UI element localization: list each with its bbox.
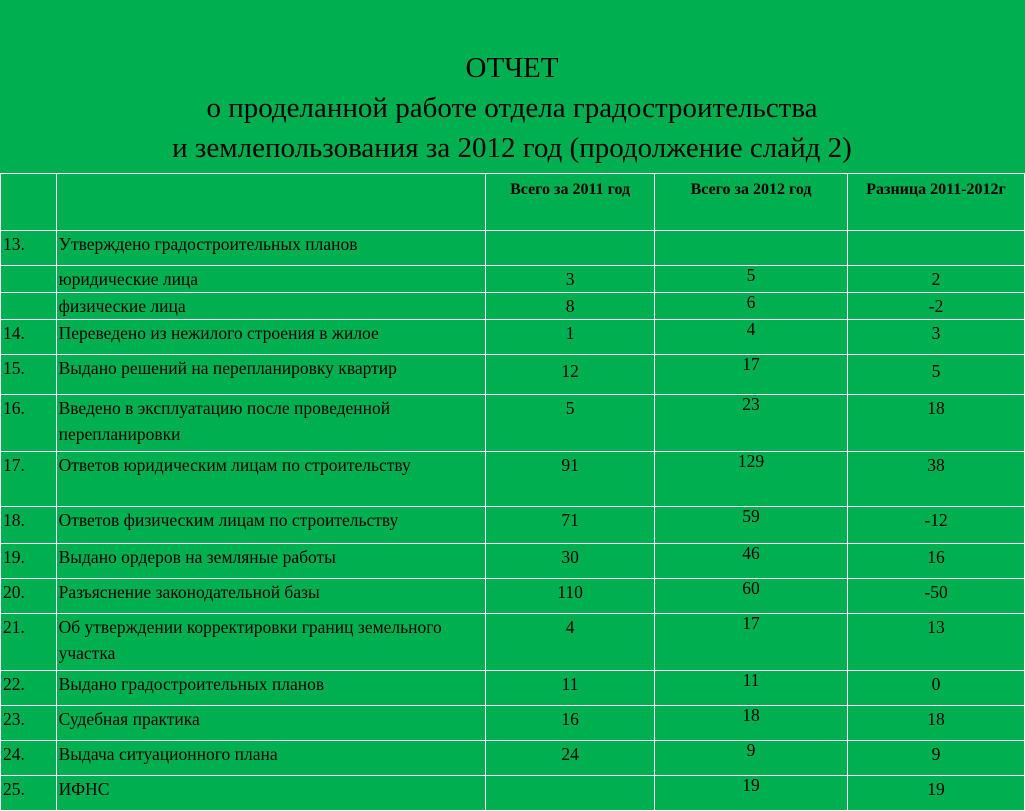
table-row (1, 614, 1025, 671)
header-num (1, 174, 57, 231)
table-row (1, 293, 1025, 320)
value-2012: 129 (655, 448, 848, 503)
value-diff: -12 (848, 507, 1025, 544)
header-diff: Разница 2011-2012г (848, 174, 1025, 231)
table-row (1, 776, 1025, 811)
value-2012: 59 (655, 503, 848, 540)
value-2012: 18 (655, 702, 848, 737)
value-2012: 9 (655, 737, 848, 772)
value-2011: 4 (486, 614, 655, 671)
value-2012: 46 (655, 540, 848, 575)
value-2011: 3 (486, 266, 655, 293)
value-2012: 60 (655, 575, 848, 610)
value-2012: 17 (655, 351, 848, 391)
table-row (1, 579, 1025, 614)
title-line-3: и землепользования за 2012 год (продолжение слайд 2) (172, 132, 852, 164)
value-2012 (655, 231, 848, 266)
value-2011: 30 (486, 544, 655, 579)
value-diff: -2 (848, 293, 1025, 320)
value-2011: 24 (486, 741, 655, 776)
row-label: Ответов юридическим лицам по строительству (56, 452, 486, 507)
table-row (1, 671, 1025, 706)
title-line-1: ОТЧЕТ (465, 52, 559, 84)
table-row (1, 320, 1025, 355)
value-2012: 5 (655, 262, 848, 289)
value-2012: 19 (655, 772, 848, 807)
row-label: ИФНС (56, 776, 486, 811)
value-2011 (486, 776, 655, 811)
value-diff: 13 (848, 614, 1025, 671)
value-2011 (486, 231, 655, 266)
row-number: 15. (1, 355, 57, 395)
row-number (1, 293, 57, 320)
row-number: 18. (1, 507, 57, 544)
row-number: 20. (1, 579, 57, 614)
report-table (0, 173, 1025, 811)
value-diff: 5 (848, 355, 1025, 395)
value-2011: 5 (486, 395, 655, 452)
row-label: физические лица (56, 293, 486, 320)
value-2011: 110 (486, 579, 655, 614)
row-label: Об утверждении корректировки границ земельного участка (56, 614, 486, 671)
value-diff: -50 (848, 579, 1025, 614)
row-number: 24. (1, 741, 57, 776)
value-diff: 19 (848, 776, 1025, 811)
table-row (1, 355, 1025, 395)
value-diff: 18 (848, 706, 1025, 741)
row-label: Выдано ордеров на земляные работы (56, 544, 486, 579)
value-2012: 6 (655, 289, 848, 316)
value-2011: 91 (486, 452, 655, 507)
row-label: Судебная практика (56, 706, 486, 741)
row-number: 13. (1, 231, 57, 266)
row-label: Выдано решений на перепланировку квартир (56, 355, 486, 395)
row-number: 19. (1, 544, 57, 579)
value-2012: 4 (655, 316, 848, 351)
value-2012: 17 (655, 610, 848, 667)
value-2011: 16 (486, 706, 655, 741)
row-label: Разъяснение законодательной базы (56, 579, 486, 614)
page-title (0, 48, 1024, 168)
row-label: Введено в эксплуатацию после проведенной перепланировки (56, 395, 486, 452)
header-name (56, 174, 486, 231)
row-number: 23. (1, 706, 57, 741)
value-diff: 9 (848, 741, 1025, 776)
value-2011: 71 (486, 507, 655, 544)
table-row (1, 741, 1025, 776)
table-row (1, 507, 1025, 544)
value-diff: 3 (848, 320, 1025, 355)
row-number: 16. (1, 395, 57, 452)
value-2011: 1 (486, 320, 655, 355)
row-number: 14. (1, 320, 57, 355)
value-diff: 16 (848, 544, 1025, 579)
value-diff: 0 (848, 671, 1025, 706)
row-label: Переведено из нежилого строения в жилое (56, 320, 486, 355)
table-header-row (1, 174, 1025, 231)
value-diff (848, 231, 1025, 266)
value-2011: 8 (486, 293, 655, 320)
table-row (1, 544, 1025, 579)
row-number: 22. (1, 671, 57, 706)
header-2012: Всего за 2012 год (655, 174, 848, 231)
table-row (1, 266, 1025, 293)
row-label: Ответов физическим лицам по строительству (56, 507, 486, 544)
row-number: 25. (1, 776, 57, 811)
header-2011: Всего за 2011 год (486, 174, 655, 231)
value-2011: 11 (486, 671, 655, 706)
row-number (1, 266, 57, 293)
row-label: Выдача ситуационного плана (56, 741, 486, 776)
value-2011: 12 (486, 355, 655, 395)
table-row (1, 452, 1025, 507)
value-diff: 18 (848, 395, 1025, 452)
row-number: 21. (1, 614, 57, 671)
value-2012: 11 (655, 667, 848, 702)
row-number: 17. (1, 452, 57, 507)
table-row (1, 706, 1025, 741)
row-label: Выдано градостроительных планов (56, 671, 486, 706)
value-2012: 23 (655, 391, 848, 448)
value-diff: 38 (848, 452, 1025, 507)
table-row (1, 395, 1025, 452)
row-label: Утверждено градостроительных планов (56, 231, 486, 266)
value-diff: 2 (848, 266, 1025, 293)
table-row (1, 231, 1025, 266)
row-label: юридические лица (56, 266, 486, 293)
title-line-2: о проделанной работе отдела градостроительства (206, 92, 818, 124)
